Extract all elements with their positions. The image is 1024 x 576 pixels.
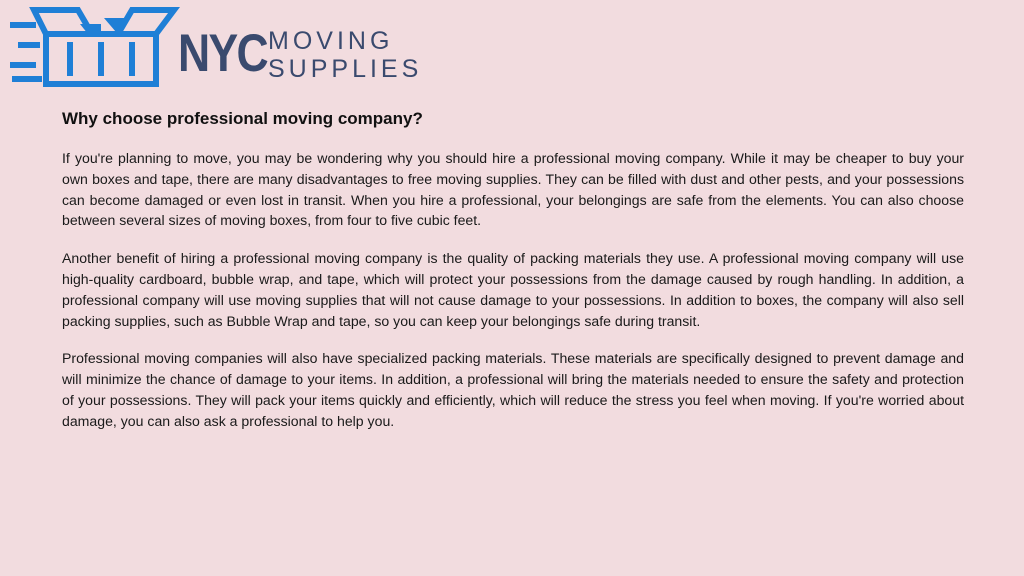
logo-line-supplies: SUPPLIES bbox=[268, 55, 423, 83]
article-paragraph-1: If you're planning to move, you may be wondering why you should hire a professional moving company. While it may be cheaper to buy your own boxes and tape, there are many disadvantages to free moving supplies. They can be filled with dust and other pests, and your possessions can become damaged or even lost in transit. When you hire a professional, your belongings are safe from the elements. You can also choose between several sizes of moving boxes, from four to five cubic feet. bbox=[62, 150, 964, 229]
article bbox=[62, 106, 964, 449]
moving-box-logo-icon bbox=[8, 4, 180, 90]
article-paragraph-3: Professional moving companies will also have specialized packing materials. These materials are specifically designed to prevent damage and will minimize the chance of damage to your items. In addition, a professional will bring the materials needed to ensure the safety and protection of your possessions. They will pack your items quickly and efficiently, which will reduce the stress you feel when moving. If you're worried about damage, you can also ask a professional to help you. bbox=[62, 350, 964, 429]
article-paragraph-2: Another benefit of hiring a professional moving company is the quality of packing materials they use. A professional moving company will use high-quality cardboard, bubble wrap, and tape, which will protect your possessions from the damage caused by rough handling. In addition, a professional company will use moving supplies that will not cause damage to your possessions. In addition to boxes, the company will also sell packing supplies, such as Bubble Wrap and tape, so you can keep your belongings safe during transit. bbox=[62, 250, 964, 329]
logo-line-moving: MOVING bbox=[268, 27, 394, 55]
article-heading: Why choose professional moving company? bbox=[62, 109, 423, 128]
logo-brand-text: NYC bbox=[178, 24, 267, 83]
site-logo[interactable] bbox=[8, 4, 423, 90]
